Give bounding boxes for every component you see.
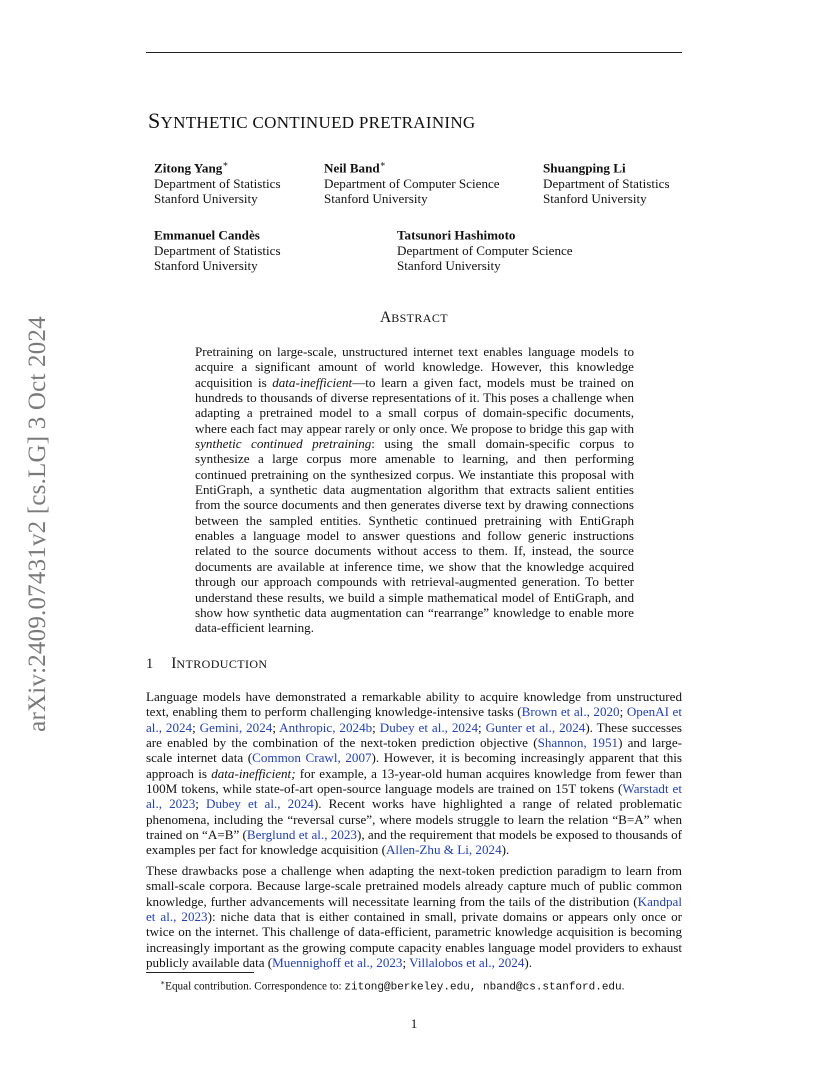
author-block (324, 157, 500, 207)
body-text: Language models have demonstrated a remarkable ability to acquire knowledge from unstructured text, enabling them to perform challenging knowledge-intensive tasks ( (146, 689, 682, 720)
footnote (160, 976, 624, 995)
body-text: ), and the requirement that models be exposed to thousands of examples per fact for knowledge acquisition ( (146, 827, 682, 858)
citation-link[interactable]: Anthropic, 2024b (279, 719, 373, 735)
citation-link[interactable]: OpenAI et al., 2024 (146, 704, 682, 735)
author-dept: Department of Statistics (543, 175, 670, 191)
citation-link[interactable]: Gunter et al., 2024 (485, 719, 586, 735)
intro-paragraph (146, 863, 682, 970)
body-text: ). Recent works have highlighted a range of related problematic phenomena, including the “reversal curse”, where models struggle to learn the relation “B=A” when trained on “A=B” ( (146, 796, 682, 843)
citation-link[interactable]: Common Crawl, 2007 (252, 750, 372, 766)
citation-link[interactable]: Kandpal et al., 2023 (146, 893, 682, 925)
body-text: ; (272, 719, 280, 735)
body-text: ). (501, 842, 510, 858)
author-univ: Stanford University (324, 191, 428, 207)
citation-link[interactable]: Gemini, 2024 (199, 719, 273, 735)
author-dept: Department of Computer Science (324, 175, 500, 191)
citation-link[interactable]: Berglund et al., 2023 (246, 827, 357, 843)
author-mark: ∗ (379, 159, 386, 169)
footnote-mark: ∗ (160, 978, 166, 987)
title-initial: S (148, 108, 161, 133)
citation-link[interactable]: Warstadt et al., 2023 (146, 781, 683, 812)
author-dept: Department of Computer Science (397, 242, 573, 258)
body-text: ; (402, 955, 410, 971)
author-name: Emmanuel Candès (154, 227, 260, 243)
author-dept: Department of Statistics (154, 175, 281, 191)
body-text: ; (619, 704, 627, 720)
intro-paragraph (146, 689, 682, 858)
abstract-heading (0, 309, 828, 327)
author-name: Zitong Yang (154, 160, 223, 176)
footnote-rule (146, 972, 254, 973)
body-text: ). However, it is becoming increasingly apparent that this approach is (146, 750, 682, 781)
footnote-end: . (621, 980, 625, 993)
footnote-text: Equal contribution. Correspondence to: (165, 980, 345, 993)
citation-link[interactable]: Dubey et al., 2024 (379, 719, 479, 735)
abstract-body (195, 344, 634, 636)
author-name: Neil Band (324, 160, 380, 176)
author-block (154, 157, 281, 207)
body-text: —to learn a given fact, models must be trained on hundreds to thousands of diverse representations of it. This poses a challenge when adapting a pretrained model to a small corpus of domain-specific documents, where each fact may appear rarely or only once. We propose to bridge this gap with (195, 374, 634, 436)
body-text: ). (524, 955, 533, 971)
emphasis-text: data-inefficient; (211, 765, 296, 781)
paper-title (148, 108, 476, 134)
author-name: Tatsunori Hashimoto (397, 227, 516, 243)
arxiv-identifier: arXiv:2409.07431v2 [cs.LG] 3 Oct 2024 (24, 316, 51, 732)
citation-link[interactable]: Villalobos et al., 2024 (409, 955, 525, 971)
body-text: ; (192, 719, 200, 735)
citation-link[interactable]: Muennighoff et al., 2023 (272, 955, 403, 971)
body-text: ; (372, 719, 380, 735)
author-block (397, 224, 573, 274)
body-text: ; (195, 796, 207, 812)
footnote-emails[interactable]: zitong@berkeley.edu, nband@cs.stanford.edu (344, 981, 622, 994)
citation-link[interactable]: Dubey et al., 2024 (206, 796, 314, 812)
body-text: : using the small domain-specific corpus to synthesize a large corpus more amenable to learning, and then performing continued pretraining on the synthesized corpus. We instantiate this proposal with EntiGraph, a synthetic data augmentation algorithm that extracts salient entities from the source documents and then generates diverse text by drawing connections between the sampled entities. Synthetic continued pretraining with EntiGraph enables a language model to answer questions and follow generic instructions related to the source documents without access to them. If, instead, the source documents are available at inference time, we show that the knowledge acquired through our approach compounds with retrieval-augmented generation. To better understand these results, we build a simple mathematical model of EntiGraph, and show how synthetic data augmentation can “rearrange” knowledge to enable more data-efficient learning. (195, 436, 634, 636)
author-univ: Stanford University (154, 258, 258, 274)
body-text: for example, a 13-year-old human acquires knowledge from fewer than 100M tokens, while state-of-art open-source language models are trained on 15T tokens ( (146, 765, 682, 797)
citation-link[interactable]: Shannon, 1951 (537, 735, 619, 751)
author-univ: Stanford University (397, 258, 501, 274)
section-heading (146, 655, 267, 673)
section-heading-initial: I (171, 655, 177, 672)
body-text: ) and large-scale internet data ( (146, 735, 683, 766)
body-text: ; (478, 719, 486, 735)
title-rest: YNTHETIC CONTINUED PRETRAINING (160, 113, 476, 132)
abstract-heading-initial: A (379, 309, 392, 326)
author-univ: Stanford University (154, 191, 258, 207)
abstract-heading-rest: BSTRACT (391, 311, 448, 325)
section-heading-rest: NTRODUCTION (176, 657, 268, 671)
section-number: 1 (146, 656, 154, 672)
page-number: 1 (410, 1016, 418, 1031)
body-text: ): niche data that is either contained in small, private domains or appears only once or twice on the internet. This challenge of data-efficient, parametric knowledge acquisition is becoming increasingly important as the growing compute capacity enables language model providers to exhaust publicly available data ( (146, 909, 682, 971)
arxiv-sidebar (0, 0, 51, 1072)
emphasis-text: data-inefficient (272, 374, 353, 390)
author-univ: Stanford University (543, 191, 647, 207)
author-block (543, 157, 670, 207)
citation-link[interactable]: Allen-Zhu & Li, 2024 (385, 842, 502, 858)
citation-link[interactable]: Brown et al., 2020 (521, 704, 620, 720)
author-dept: Department of Statistics (154, 242, 281, 258)
body-text: ). These successes are enabled by the combination of the next-token prediction objective ( (146, 719, 682, 751)
author-block (154, 224, 281, 274)
body-text: These drawbacks pose a challenge when adapting the next-token prediction paradigm to learn from small-scale corpora. Because large-scale pretrained models already capture much of public common knowledge, further advancements will necessitate learning from the tails of the distribution ( (146, 863, 682, 909)
body-text: Pretraining on large-scale, unstructured internet text enables language models to acquire a significant amount of world knowledge. However, this knowledge acquisition is (195, 344, 634, 390)
author-name: Shuangping Li (543, 160, 626, 176)
header-rule (146, 52, 682, 53)
author-mark: ∗ (222, 159, 229, 169)
emphasis-text: synthetic continued pretraining (195, 436, 372, 452)
